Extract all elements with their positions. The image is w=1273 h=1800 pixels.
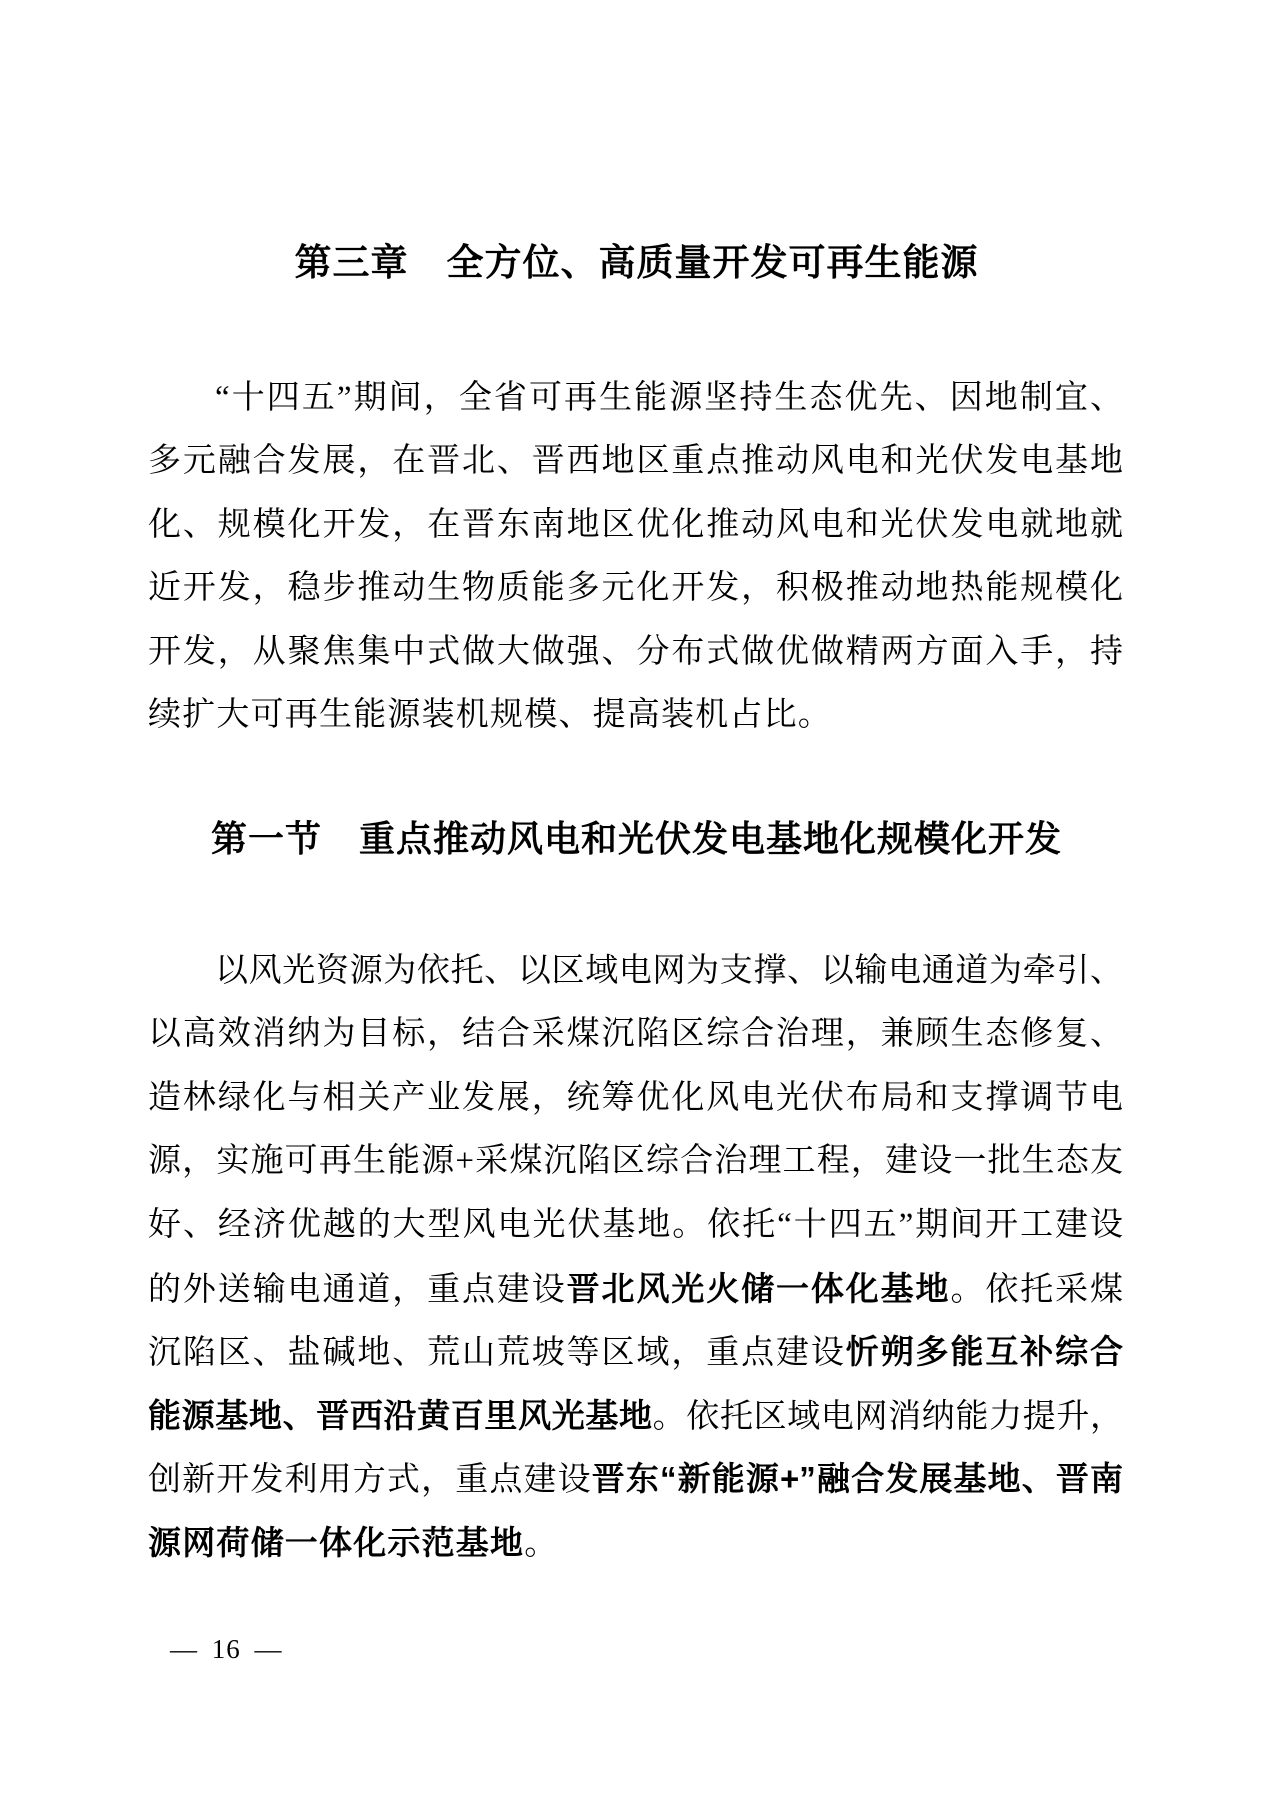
text-segment: “十四五”期间，全省可再生能源坚持生态优先、因地制宜、 xyxy=(215,380,1123,416)
paragraph-line xyxy=(148,621,1123,684)
paragraph-line xyxy=(148,494,1123,557)
text-segment: 源，实施可再生能源+采煤沉陷区综合治理工程，建设一批生态友 xyxy=(148,1143,1123,1180)
text-segment-bold: 晋东“新能源+”融合发展基地、晋南 xyxy=(591,1460,1123,1498)
text-segment: 的外送输电通道，重点建设 xyxy=(148,1271,567,1308)
text-segment-bold: 源网荷储一体化示范基地 xyxy=(148,1523,525,1561)
chapter-title: 第三章 全方位、高质量开发可再生能源 xyxy=(294,242,979,283)
paragraph-line xyxy=(148,367,1123,430)
paragraph-section-body xyxy=(148,940,1123,1574)
paragraph-line xyxy=(148,430,1123,493)
page-number: — 16 — xyxy=(170,1634,283,1664)
text-segment: 以风光资源为依托、以区域电网为支撑、以输电通道为牵引、 xyxy=(215,953,1123,989)
section-title: 第一节 重点推动风电和光伏发电基地化规模化开发 xyxy=(210,819,1062,859)
paragraph-overview xyxy=(148,367,1123,747)
text-segment: 续扩大可再生能源装机规模、提高装机占比。 xyxy=(148,696,832,733)
text-segment: 。依托区域电网消纳能力提升， xyxy=(652,1398,1123,1435)
paragraph-line xyxy=(148,1003,1123,1066)
paragraph-line xyxy=(148,1067,1123,1130)
paragraph-line xyxy=(148,1511,1123,1574)
paragraph-line xyxy=(148,1194,1123,1257)
paragraph-line xyxy=(148,1447,1123,1510)
text-segment: 好、经济优越的大型风电光伏基地。依托“十四五”期间开工建设 xyxy=(148,1206,1123,1243)
text-segment: 化、规模化开发，在晋东南地区优化推动风电和光伏发电就地就 xyxy=(148,506,1123,543)
text-segment: 。依托采煤 xyxy=(950,1271,1123,1308)
text-segment: 以高效消纳为目标，结合采煤沉陷区综合治理，兼顾生态修复、 xyxy=(148,1016,1123,1053)
text-segment: 沉陷区、盐碱地、荒山荒坡等区域，重点建设 xyxy=(148,1335,846,1372)
paragraph-line xyxy=(148,557,1123,620)
paragraph-line xyxy=(148,1384,1123,1447)
paragraph-line xyxy=(148,1320,1123,1383)
text-segment: 。 xyxy=(524,1525,559,1562)
paragraph-line xyxy=(148,1130,1123,1193)
paragraph-line xyxy=(148,940,1123,1003)
paragraph-line xyxy=(148,684,1123,747)
text-segment: 开发，从聚焦集中式做大做强、分布式做优做精两方面入手，持 xyxy=(148,633,1123,670)
text-segment-bold: 忻朔多能互补综合 xyxy=(845,1333,1123,1371)
text-segment: 多元融合发展，在晋北、晋西地区重点推动风电和光伏发电基地 xyxy=(148,443,1123,480)
text-segment: 创新开发利用方式，重点建设 xyxy=(148,1462,592,1499)
text-segment-bold: 能源基地、晋西沿黄百里风光基地 xyxy=(148,1396,653,1434)
paragraph-line xyxy=(148,1257,1123,1320)
text-segment: 造林绿化与相关产业发展，统筹优化风电光伏布局和支撑调节电 xyxy=(148,1079,1123,1116)
text-segment: 近开发，稳步推动生物质能多元化开发，积极推动地热能规模化 xyxy=(148,570,1123,607)
text-segment-bold: 晋北风光火储一体化基地 xyxy=(566,1269,951,1307)
